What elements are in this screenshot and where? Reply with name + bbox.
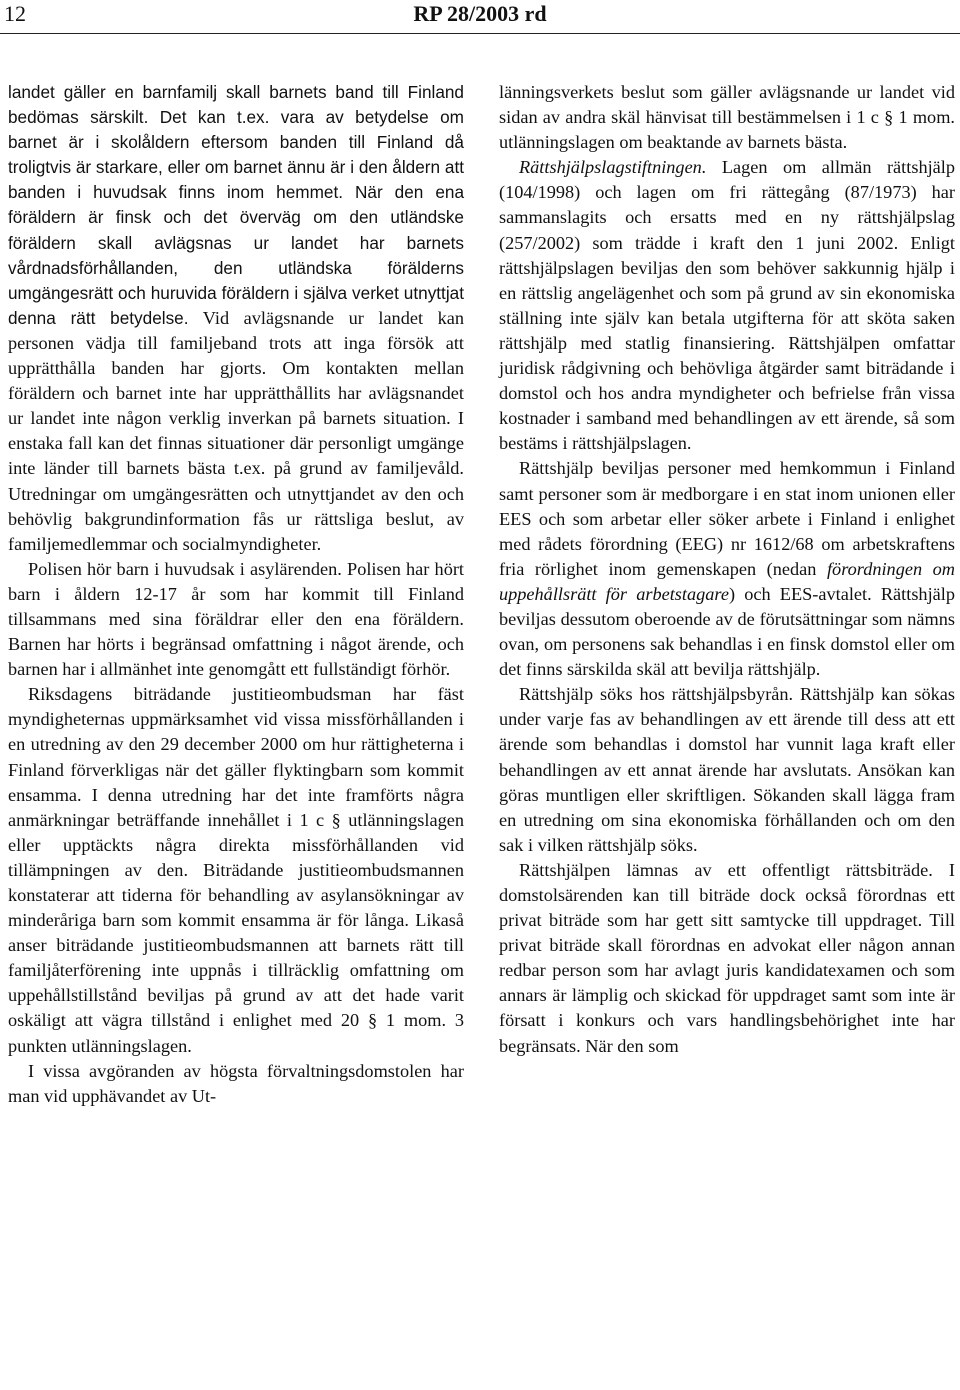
paragraph-eligibility-start: Rättshjälp beviljas personer med hemkommun i Finland samt personer som är medborgare i en stat inom unionen eller EES och som arbetar eller söker arbete i Finland i enlighet med rådets förordning (EEG) nr 1612/68 om arbetskraftens fria rörlighet inom gemenskapen (nedan [499, 458, 955, 579]
paragraph-eligibility-end: ) och EES-avtalet. Rättshjälp beviljas dessutom oberoende av de förutsättningar som nämns ovan, om personens sak behandlas i en finsk domstol eller om det finns särskilda skäl att bevilja rättshjälp. [499, 583, 955, 680]
left-column [8, 80, 464, 1109]
paragraph-legal-aid-text: Lagen om allmän rättshjälp (104/1998) och lagen om fri rättegång (87/1973) har sammanslagits och ersatts med en ny rättshjälpslag (257/2002) som trädde i kraft den 1 juni 2002. Enligt rättshjälpslagen beviljas den som behöver sakkunnig hjälp i en rättslig angelägenhet och som på grund av sin ekonomiska ställning inte själv kan betala utgifterna för att sköta saken rättshjälp med statlig finansiering. Rättshjälpen omfattar juridisk rådgivning och behövliga åtgärder samt biträdande i domstol och hos andra myndigheter och befrielse från vissa kostnader i samband med behandlingen av ett ärende, så som bestäms i rättshjälpslagen. [499, 157, 955, 454]
paragraph-eligibility-italic: förordningen om uppehållsrätt för arbetstagare [499, 558, 956, 604]
paragraph-alien-decision: länningsverkets beslut som gäller avlägsnande ur landet vid sidan av andra skäl hänvisat till bestämmelsen i 1 c § 1 mom. utlänningslagen om beaktande av barnets bästa. [499, 82, 955, 153]
paragraph-family-ties [8, 80, 464, 557]
paragraph-family-ties-parent: När den ena föräldern är finsk och det överväg om den utländske föräldern skall avlägsnas ur landet har barnets vårdnadsförhållanden, den utländska förälderns umgängesrätt och huruvida föräldern i själva verket utnyttjat denna rätt betydelse. [8, 182, 464, 328]
paragraph-supreme-court: I vissa avgöranden av högsta förvaltningsdomstolen har man vid upphävandet av Ut- [8, 1060, 464, 1106]
paragraph-police-hearing: Polisen hör barn i huvudsak i asylärenden. Polisen har hört barn i åldern 12-17 år som har kommit till Finland tillsammans med sina föräldrar eller den ena föräldern. Barnen har hörts i begränsad omfattning i något ärende, och barnen har i allmänhet inte genomgått ett fullständigt förhör. [8, 558, 464, 680]
document-id: RP 28/2003 rd [413, 1, 547, 26]
paragraph-eligibility [499, 456, 955, 682]
paragraph-legal-aid-legislation [499, 155, 955, 456]
section-heading-legal-aid: Rättshjälpslagstiftningen. [519, 157, 707, 178]
paragraph-family-ties-intro: landet gäller en barnfamilj skall barnets band till Finland bedömas särskilt. Det kan t.ex. vara av betydelse om barnet är i skolåldern eftersom banden till Finland då troligtvis är starkare, eller om barnet ännu är i den åldern att banden i huvudsak finns inom hemmet. [8, 82, 464, 203]
header-rule [0, 33, 960, 34]
page-header [0, 0, 960, 30]
paragraph-ombudsman: Riksdagens biträdande justitieombudsman har fäst myndigheternas uppmärksamhet vid vissa missförhållanden i en utredning av den 29 december 2000 om hur rättigheterna i Finland förverkligas när det gäller flyktingbarn som kommit ensamma. I denna utredning har det inte framförts några anmärkningar beträffande innehållet i 1 c § utlänningslagen eller upptäckts några direkta missförhållanden vid tillämpningen av den. Biträdande justitieombudsmannen konstaterar att tiderna för behandling av asylansökningar av minderåriga barn som kommit ensamma är för långa. Likaså anser biträdande justitieombudsmannen att barnets rätt till familjåterförening inte uppnås i tillräcklig omfattning om uppehållstillstånd beviljas på grund av att det hade varit oskäligt att vägra tillstånd i enlighet med 20 § 1 mom. 3 punkten utlänningslagen. [8, 684, 464, 1056]
right-column [499, 80, 955, 1059]
paragraph-family-ties-contact: Vid avlägsnande ur landet kan personen vädja till familjeband trots att inga försök att upprätthålla banden har gjorts. Om kontakten mellan föräldern och barnet inte har upprätthållits har avlägsnandet ur landet inte någon verklig inverkan på barnets situation. I enstaka fall kan det finnas situationer där personligt umgänge inte länder till barnets bästa t.ex. på grund av familjevåld. Utredningar om umgängesrätten och utnyttjandet av den och behövlig bakgrundinformation fås ur rättsliga beslut, av familjemedlemmar och socialmyndigheter. [8, 307, 464, 554]
paragraph-application: Rättshjälp söks hos rättshjälpsbyrån. Rättshjälp kan sökas under varje fas av behandlingen av ett ärende till dess att ett ärende som behandlas i domstol har vunnit laga kraft eller behandlingen av ett annat ärende har avslutats. Ansökan kan göras muntligen eller skriftligen. Sökanden skall lägga fram en utredning om sina ekonomiska förhållanden och om den sak i vilken rättshjälp söks. [499, 684, 955, 855]
page-number: 12 [4, 1, 26, 26]
paragraph-counsel: Rättshjälpen lämnas av ett offentligt rättsbiträde. I domstolsärenden kan till biträde dock också förordnas ett privat biträde som har gett sitt samtycke till uppdraget. Till privat biträde skall förordnas en advokat eller någon annan redbar person som har avlagt juris kandidatexamen och som annars är lämplig och skickad för uppdraget samt som inte är försatt i konkurs och vars handlingsbehörighet inte har begränsats. När den som [499, 859, 955, 1056]
